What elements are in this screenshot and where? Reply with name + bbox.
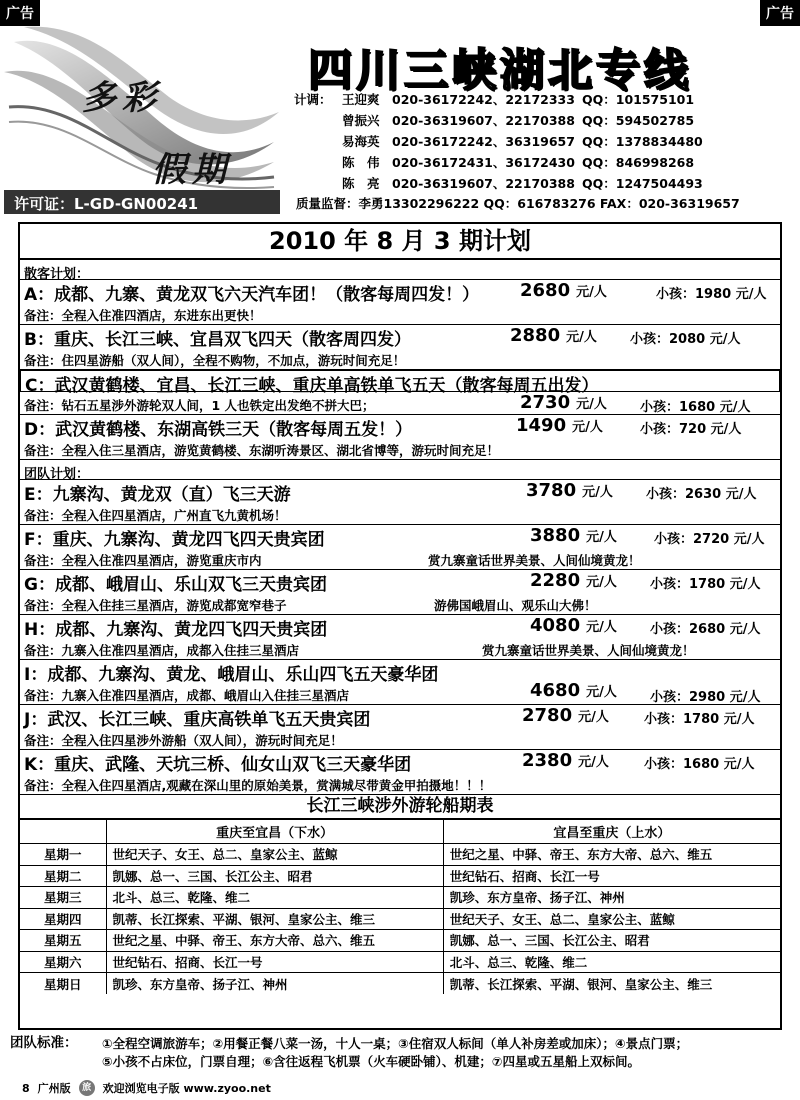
group-standard-label: 团队标准： [10,1035,78,1051]
table-cell-upstream: 世纪之星、中驿、帝王、东方大帝、总六、维五 [443,844,780,866]
route-note: 备注：全程入住四星涉外游船（双人间），游玩时间充足！ [24,733,343,748]
route-kid-price: 小孩：1680 元/人 [640,400,751,415]
route-name: F：重庆、九寨沟、黄龙四飞四天贵宾团 [24,530,325,550]
contact-name: 陈 伟 [342,155,380,170]
table-cell-upstream: 北斗、总三、乾隆、维二 [443,951,780,973]
section-individual: 散客计划： [20,260,780,280]
table-row [20,887,780,909]
contact-phone: 020-36319607、22170388 [392,176,575,191]
table-cell-day: 星期六 [20,951,106,973]
table-cell-downstream: 北斗、总三、乾隆、维二 [106,887,443,909]
table-header-day [20,820,106,844]
contact-row [294,89,798,110]
contact-row [294,152,798,173]
contact-row [294,173,798,194]
table-header-row [20,820,780,844]
ad-label-right: 广告 [760,0,800,26]
table-cell-downstream: 世纪天子、女王、总二、皇家公主、蓝鲸 [106,844,443,866]
table-cell-day: 星期日 [20,973,106,995]
contact-phone: 020-36172242、22172333 [392,92,575,107]
route-name: A：成都、九寨、黄龙双飞六天汽车团！（散客每周四发！） [24,285,480,305]
cruise-schedule-table [20,819,780,994]
table-header-upstream: 宜昌至重庆（上水） [443,820,780,844]
route-kid-price: 小孩：1780 元/人 [644,712,755,727]
route-price: 4680 元/人 [530,680,617,701]
brand-logo [4,22,284,192]
route-price: 2880 元/人 [510,325,597,346]
contact-row [294,131,798,152]
route-k [20,750,780,795]
contact-phone: 020-36172431、36172430 [392,155,575,170]
route-kid-price: 小孩：2630 元/人 [646,487,757,502]
route-g [20,570,780,615]
table-cell-downstream: 凯珍、东方皇帝、扬子江、神州 [106,973,443,995]
ad-label-left: 广告 [0,0,40,26]
section-group: 团队计划： [20,460,780,480]
contact-list [294,89,798,194]
route-price: 4080 元/人 [530,615,617,636]
table-cell-upstream: 世纪钻石、招商、长江一号 [443,865,780,887]
route-name: C：武汉黄鹤楼、宜昌、长江三峡、重庆单高铁单飞五天（散客每周五出发） [25,376,599,396]
brand-word-top: 多彩 [82,78,162,118]
route-a [20,280,780,325]
table-cell-day: 星期二 [20,865,106,887]
route-highlight: 赏九寨童话世界美景、人间仙境黄龙！ [428,553,641,568]
table-row [20,973,780,995]
route-note: 备注：全程入住准四酒店，东进东出更快！ [24,308,262,323]
route-name: I：成都、九寨沟、黄龙、峨眉山、乐山四飞五天豪华团 [24,665,439,685]
group-standard-line-1: ①全程空调旅游车；②用餐正餐八菜一汤，十人一桌；③住宿双人标间（单人补房差或加床）；④景点门票； [102,1036,689,1051]
contact-role-label: 计调： [294,92,332,107]
table-cell-upstream: 世纪天子、女王、总二、皇家公主、蓝鲸 [443,908,780,930]
route-note: 备注：全程入住四星酒店,观藏在深山里的原始美景，赏满城尽带黄金甲拍摄地！！！ [24,778,492,793]
table-cell-downstream: 世纪之星、中驿、帝王、东方大帝、总六、维五 [106,930,443,952]
route-h [20,615,780,660]
route-kid-price: 小孩：1980 元/人 [656,287,767,302]
table-cell-day: 星期三 [20,887,106,909]
route-b [20,325,780,370]
route-price: 3880 元/人 [530,525,617,546]
contact-name: 曾振兴 [342,113,380,128]
route-name: G：成都、峨眉山、乐山双飞三天贵宾团 [24,575,327,595]
route-note: 备注：钻石五星涉外游轮双人间，1 人也铁定出发绝不拼大巴； [24,398,375,413]
route-price: 2380 元/人 [522,750,609,771]
table-header-downstream: 重庆至宜昌（下水） [106,820,443,844]
contact-name: 王迎爽 [342,92,380,107]
contact-row [294,110,798,131]
contact-qq: QQ：1378834480 [582,134,703,149]
route-f [20,525,780,570]
route-name: J：武汉、长江三峡、重庆高铁单飞五天贵宾团 [24,710,371,730]
itinerary-panel [18,222,782,1030]
route-name: E：九寨沟、黄龙双（直）飞三天游 [24,485,291,505]
license-number: 许可证：L-GD-GN00241 [4,190,280,214]
route-note: 备注：全程入住三星酒店，游览黄鹤楼、东湖听涛景区、湖北省博等，游玩时间充足！ [24,443,500,458]
contact-name: 陈 亮 [342,176,380,191]
table-row [20,908,780,930]
schedule-title: 长江三峡涉外游轮船期表 [20,795,780,819]
table-cell-upstream: 凯珍、东方皇帝、扬子江、神州 [443,887,780,909]
contact-phone: 020-36319607、22170388 [392,113,575,128]
table-cell-downstream: 凯蒂、长江探索、平湖、银河、皇家公主、维三 [106,908,443,930]
route-price: 2680 元/人 [520,280,607,301]
route-kid-price: 小孩：2720 元/人 [654,532,765,547]
route-price: 2280 元/人 [530,570,617,591]
route-note: 备注：住四星游船（双人间），全程不购物，不加点，游玩时间充足！ [24,353,406,368]
route-kid-price: 小孩：2680 元/人 [650,622,761,637]
route-i [20,660,780,705]
route-d [20,415,780,460]
route-note: 备注：九寨入住准四星酒店，成都入住挂三星酒店 [24,643,300,658]
page-number: 8 [22,1081,30,1095]
brand-word-bottom: 假期 [152,150,232,190]
contact-qq: QQ：101575101 [582,92,695,107]
route-highlight: 赏九寨童话世界美景、人间仙境黄龙！ [482,643,695,658]
contact-qq: QQ：594502785 [582,113,695,128]
route-j [20,705,780,750]
route-kid-price: 小孩：1780 元/人 [650,577,761,592]
route-note: 备注：九寨入住准四星酒店，成都、峨眉山入住挂三星酒店 [24,688,350,703]
route-note: 备注：全程入住准四星酒店，游览重庆市内 [24,553,262,568]
route-kid-price: 小孩：720 元/人 [640,422,742,437]
contact-phone: 020-36172242、36319657 [392,134,575,149]
table-cell-upstream: 凯娜、总一、三国、长江公主、昭君 [443,930,780,952]
table-cell-day: 星期四 [20,908,106,930]
table-row [20,951,780,973]
publisher-logo-icon: 旅 [79,1080,95,1096]
period-title: 2010 年 8 月 3 期计划 [20,224,780,260]
route-kid-price: 小孩：2980 元/人 [650,690,761,705]
route-e [20,480,780,525]
edition-label: 广州版 [37,1082,71,1095]
route-name: B：重庆、长江三峡、宜昌双飞四天（散客周四发） [24,330,411,350]
route-price: 3780 元/人 [526,480,613,501]
table-cell-downstream: 凯娜、总一、三国、长江公主、昭君 [106,865,443,887]
table-row [20,865,780,887]
quality-supervision: 质量监督：李勇13302296222 QQ：616783276 FAX：020-36319657 [296,196,740,211]
page-title: 四川三峡湖北专线 [308,45,692,96]
website-link[interactable]: 欢迎浏览电子版 www.zyoo.net [102,1082,271,1095]
route-kid-price: 小孩：2080 元/人 [630,332,741,347]
route-c [20,370,780,415]
route-note: 备注：全程入住挂三星酒店，游览成都宽窄巷子 [24,598,287,613]
table-cell-day: 星期五 [20,930,106,952]
table-row [20,844,780,866]
route-price: 1490 元/人 [516,415,603,436]
route-kid-price: 小孩：1680 元/人 [644,757,755,772]
table-cell-upstream: 凯蒂、长江探索、平湖、银河、皇家公主、维三 [443,973,780,995]
route-name: H：成都、九寨沟、黄龙四飞四天贵宾团 [24,620,328,640]
route-name: K：重庆、武隆、天坑三桥、仙女山双飞三天豪华团 [24,755,412,775]
group-standard-line-2: ⑤小孩不占床位，门票自理；⑥含往返程飞机票（火车硬卧铺）、机建；⑦四星或五星船上双标间。 [102,1054,641,1069]
route-name: D：武汉黄鹤楼、东湖高铁三天（散客每周五发！） [24,420,413,440]
route-price: 2730 元/人 [520,392,607,413]
table-cell-downstream: 世纪钻石、招商、长江一号 [106,951,443,973]
contact-name: 易海英 [342,134,380,149]
table-cell-day: 星期一 [20,844,106,866]
route-price: 2780 元/人 [522,705,609,726]
contact-qq: QQ：846998268 [582,155,695,170]
route-highlight: 游佛国峨眉山、观乐山大佛！ [434,598,597,613]
contact-qq: QQ：1247504493 [582,176,703,191]
page-footer [22,1080,271,1096]
table-row [20,930,780,952]
route-note: 备注：全程入住四星酒店，广州直飞九黄机场！ [24,508,287,523]
